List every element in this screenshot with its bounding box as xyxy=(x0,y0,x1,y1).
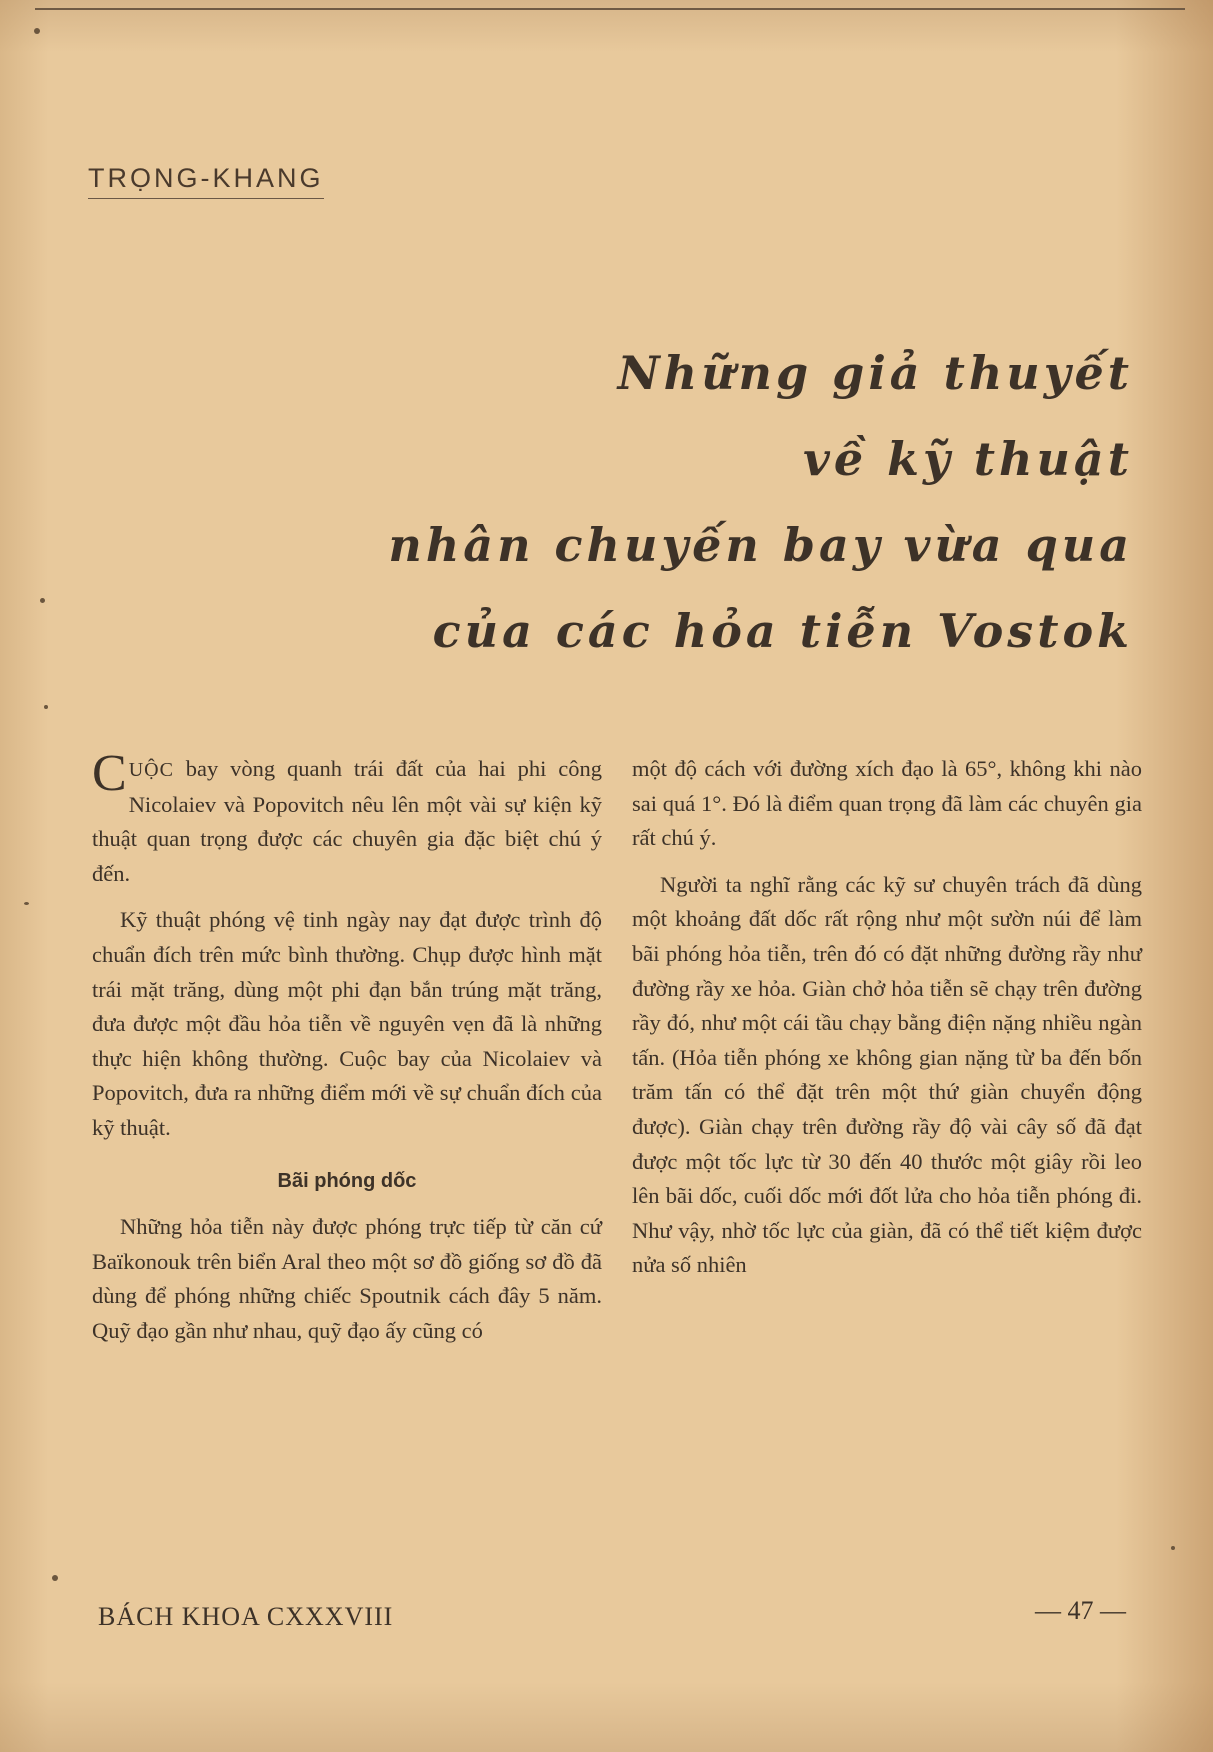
author-byline: TRỌNG-KHANG xyxy=(88,163,324,199)
paragraph: Kỹ thuật phóng vệ tinh ngày nay đạt được trình độ chuẩn đích trên mức bình thường. Chụp được hình mặt trái mặt trăng, dùng một phi đạn bắn trúng mặt trăng, đưa được một đầu hỏa tiễn về nguyên vẹn đã là những thực hiện không thường. Cuộc bay của Nicolaiev và Popovitch, đưa ra những điểm mới về sự chuẩn đích của kỹ thuật. xyxy=(92,907,602,1140)
paragraph: Người ta nghĩ rằng các kỹ sư chuyên trách đã dùng một khoảng đất dốc rất rộng như một sườn núi để làm bãi phóng hỏa tiễn, trên đó có đặt những đường rầy như đường rầy xe hỏa. Giàn chở hỏa tiễn sẽ chạy trên đường rầy đó, như một cái tầu chạy bằng điện nặng nhiều ngàn tấn. (Hỏa tiễn phóng xe không gian nặng từ ba đến bốn trăm tấn có thể đặt trên một thứ giàn chuyển động được). Giàn chạy trên đường rầy độ vài cây số đã đạt được một tốc lực từ 30 đến 40 thước một giây rồi leo lên bãi dốc, cuối dốc mới đốt lửa cho hỏa tiễn phóng đi. Như vậy, nhờ tốc lực của giàn, đã có thể tiết kiệm được nửa số nhiên xyxy=(632,871,1142,1278)
paper-speck xyxy=(40,598,45,603)
paper-speck xyxy=(1171,1546,1175,1550)
drop-cap: C xyxy=(92,745,127,802)
article-title xyxy=(233,330,1133,674)
left-column xyxy=(92,745,602,1349)
paragraph-text: bay vòng quanh trái đất của hai phi công Nicolaiev và Popovitch nêu lên một vài sự kiện kỹ thuật quan trọng được các chuyên gia đặc biệt chú ý đến. xyxy=(92,756,602,886)
title-line: của các hỏa tiễn Vostok xyxy=(432,604,1133,658)
title-line: Những giả thuyết xyxy=(617,346,1133,400)
paper-speck xyxy=(24,902,29,905)
page-number: — 47 — xyxy=(1035,1596,1126,1625)
title-line: về kỹ thuật xyxy=(803,432,1133,486)
paragraph: Những hỏa tiễn này được phóng trực tiếp từ căn cứ Baïkonouk trên biển Aral theo một sơ đồ giống sơ đồ đã dùng để phóng những chiếc Spoutnik cách đây 5 năm. Quỹ đạo gần như nhau, quỹ đạo ấy cũng có xyxy=(92,1214,602,1343)
paragraph: một độ cách với đường xích đạo là 65°, không khi nào sai quá 1°. Đó là điểm quan trọng đã làm các chuyên gia rất chú ý. xyxy=(632,756,1142,851)
top-rule xyxy=(35,8,1185,10)
paper-speck xyxy=(52,1575,58,1581)
magazine-footer: BÁCH KHOA CXXXVIII xyxy=(98,1602,394,1631)
paragraph xyxy=(92,745,602,891)
title-line: nhân chuyến bay vừa qua xyxy=(388,518,1133,572)
section-subheading: Bãi phóng dốc xyxy=(277,1169,417,1192)
paper-speck xyxy=(44,705,48,709)
right-column xyxy=(632,752,1142,1283)
small-caps-text: UỘC xyxy=(128,759,174,781)
paper-speck xyxy=(34,28,40,34)
